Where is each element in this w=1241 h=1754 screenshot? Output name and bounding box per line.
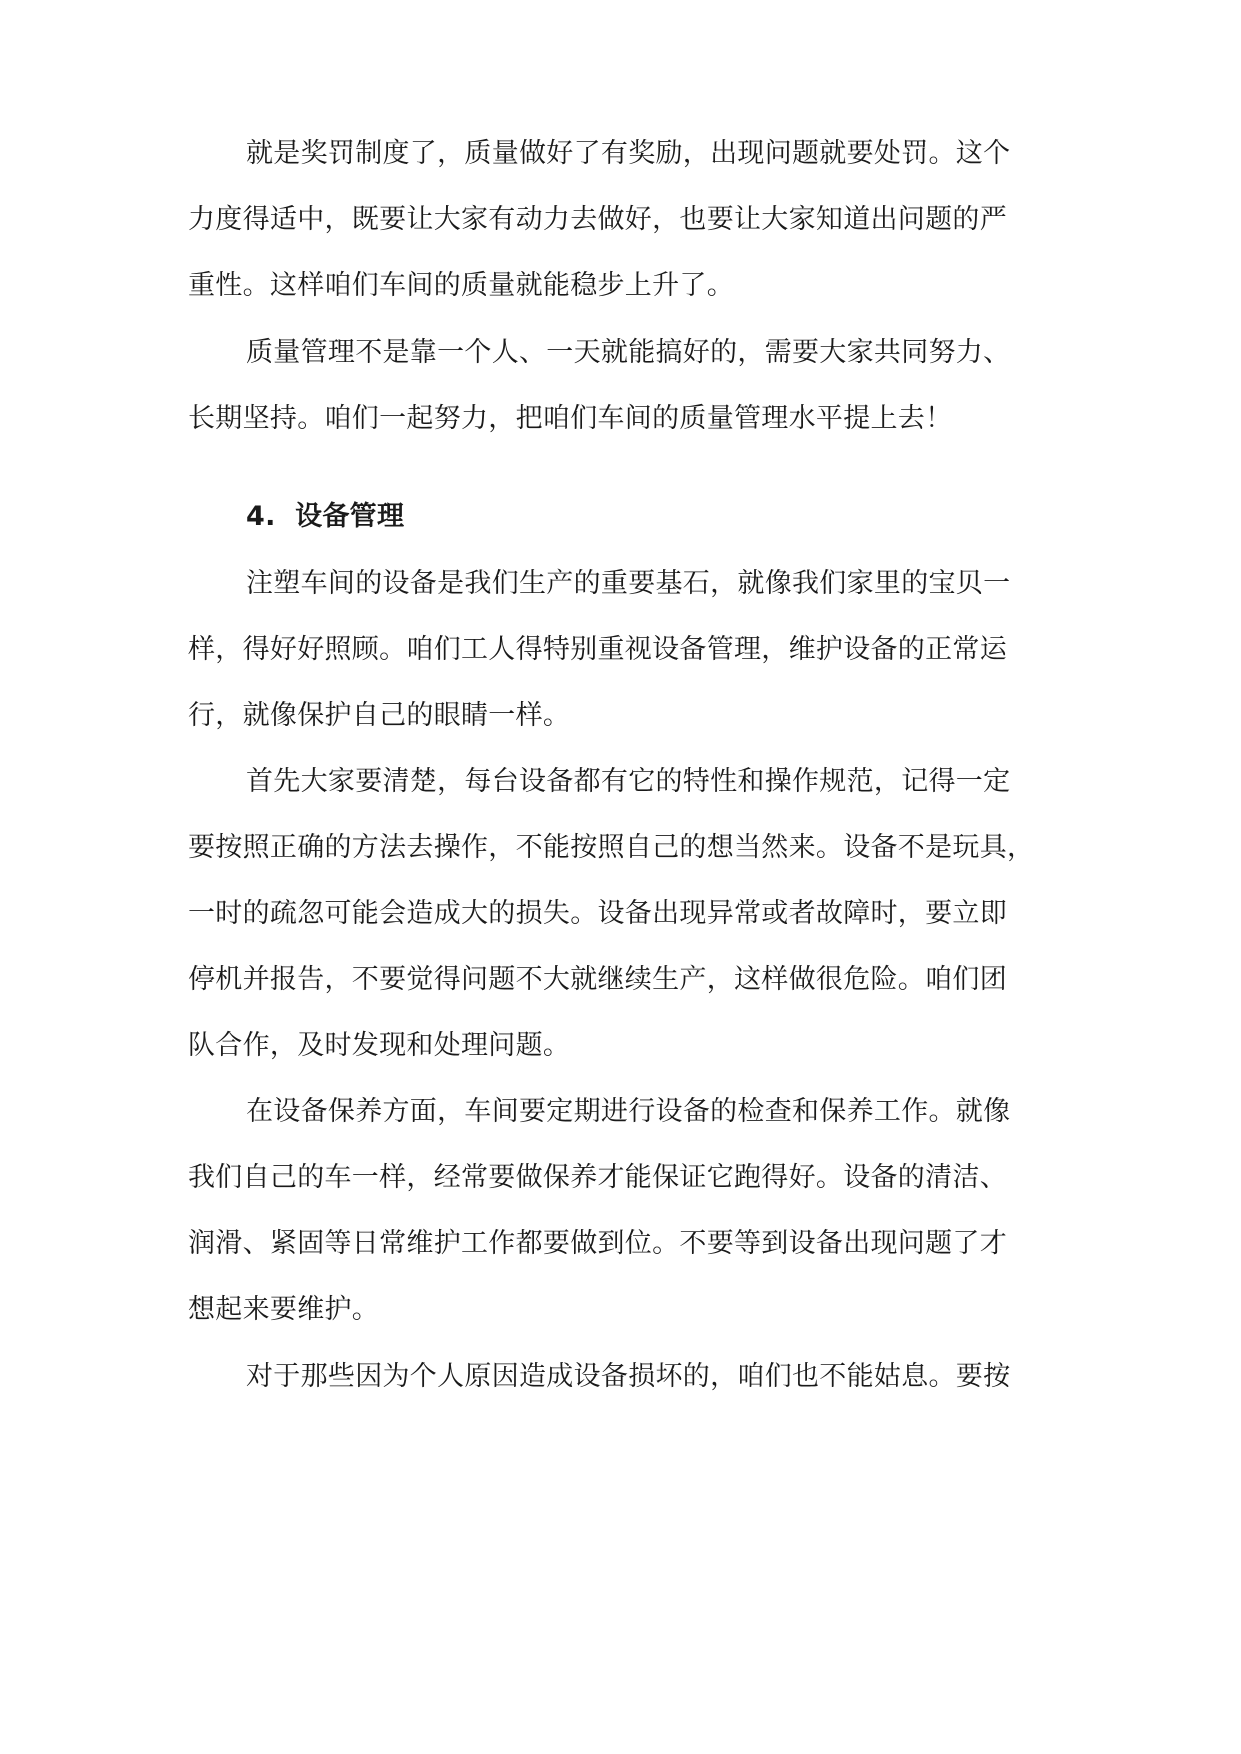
paragraph-4-line-4: 停机并报告，不要觉得问题不大就继续生产，这样做很危险。咱们团 — [188, 964, 1007, 995]
section-number: 4. — [246, 501, 276, 532]
paragraph-5-line-4: 想起来要维护。 — [188, 1294, 380, 1325]
paragraph-1-line-1: 就是奖罚制度了，质量做好了有奖励，出现问题就要处罚。这个 — [246, 138, 1011, 169]
paragraph-3-line-1: 注塑车间的设备是我们生产的重要基石，就像我们家里的宝贝一 — [246, 568, 1011, 599]
paragraph-1-line-2: 力度得适中，既要让大家有动力去做好，也要让大家知道出问题的严 — [188, 204, 1007, 235]
paragraph-6-line-1: 对于那些因为个人原因造成设备损坏的，咱们也不能姑息。要按 — [246, 1361, 1011, 1392]
section-heading — [246, 502, 404, 532]
paragraph-5-line-1: 在设备保养方面，车间要定期进行设备的检查和保养工作。就像 — [246, 1096, 1011, 1127]
paragraph-5-line-2: 我们自己的车一样，经常要做保养才能保证它跑得好。设备的清洁、 — [188, 1162, 1007, 1193]
paragraph-4-line-5: 队合作，及时发现和处理问题。 — [188, 1030, 571, 1061]
paragraph-4-line-2: 要按照正确的方法去操作，不能按照自己的想当然来。设备不是玩具， — [188, 832, 1035, 863]
paragraph-2-line-1: 质量管理不是靠一个人、一天就能搞好的，需要大家共同努力、 — [246, 337, 1011, 368]
paragraph-1-line-3: 重性。这样咱们车间的质量就能稳步上升了。 — [188, 270, 734, 301]
paragraph-4-line-3: 一时的疏忽可能会造成大的损失。设备出现异常或者故障时，要立即 — [188, 898, 1007, 929]
paragraph-3-line-2: 样，得好好照顾。咱们工人得特别重视设备管理，维护设备的正常运 — [188, 634, 1007, 665]
paragraph-3-line-3: 行，就像保护自己的眼睛一样。 — [188, 700, 571, 731]
paragraph-2-line-2: 长期坚持。咱们一起努力，把咱们车间的质量管理水平提上去！ — [188, 403, 953, 434]
paragraph-4-line-1: 首先大家要清楚，每台设备都有它的特性和操作规范，记得一定 — [246, 766, 1011, 797]
section-title: 设备管理 — [295, 501, 405, 532]
paragraph-5-line-3: 润滑、紧固等日常维护工作都要做到位。不要等到设备出现问题了才 — [188, 1228, 1007, 1259]
